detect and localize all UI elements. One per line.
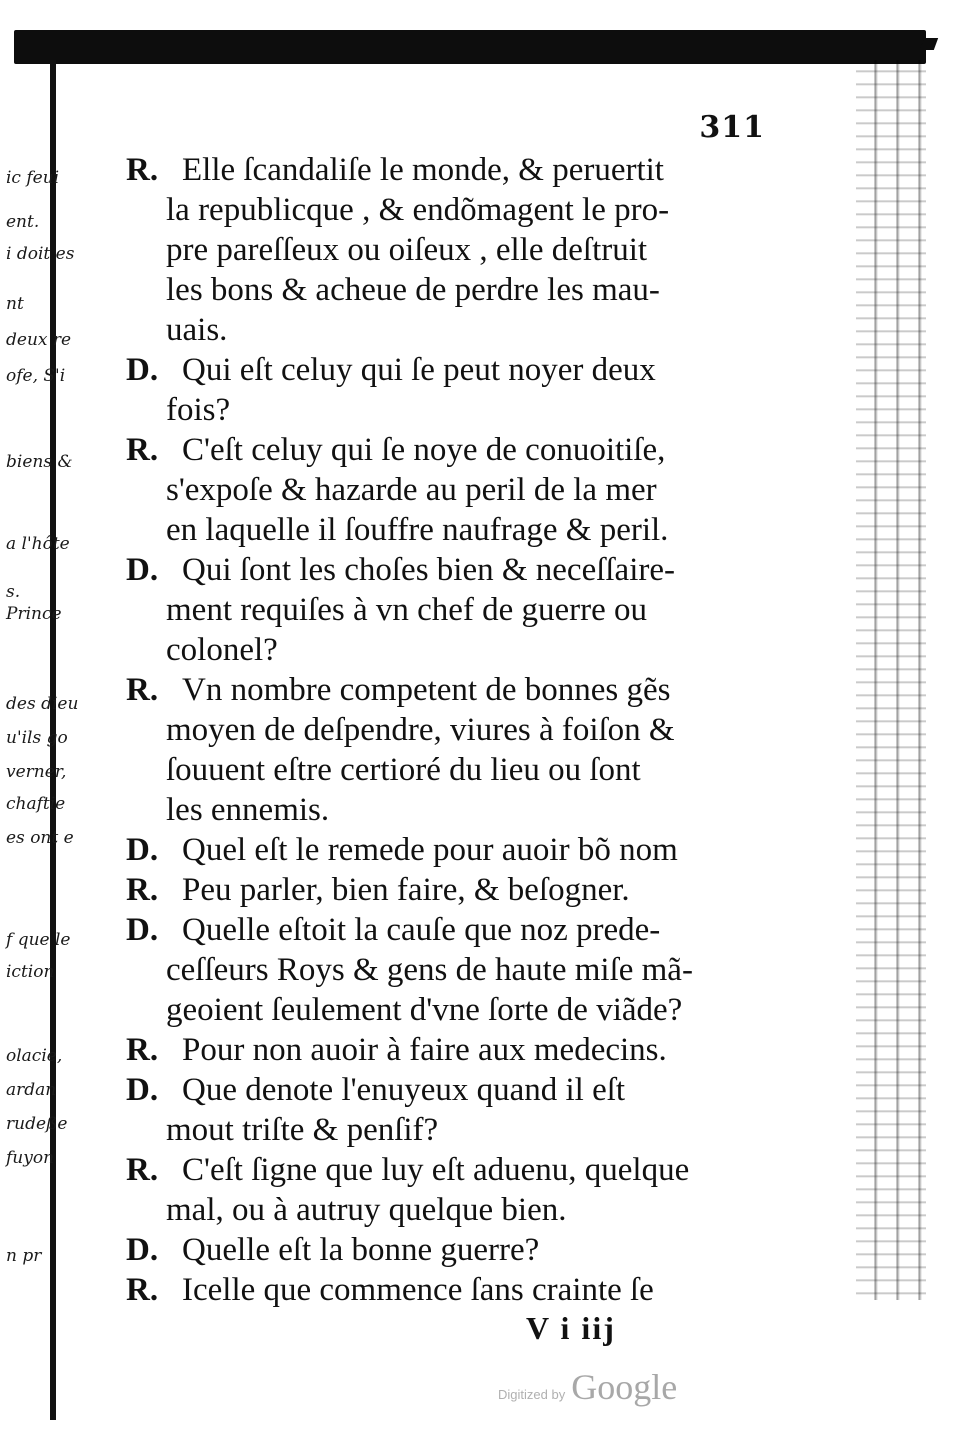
margin-fragment: des dieu: [6, 694, 79, 714]
text-line: [126, 1190, 776, 1230]
text-line: [126, 230, 776, 270]
page-number: 311: [699, 110, 765, 145]
speaker-label: D.: [126, 912, 159, 948]
text-line: [126, 870, 776, 910]
line-text: Qui ſont les choſes bien & neceſſaire-: [182, 552, 676, 588]
line-text: geoient ſeulement d'vne ſorte de viãde?: [166, 992, 683, 1028]
speaker-label: R.: [126, 152, 159, 188]
text-line: [126, 310, 776, 350]
margin-fragment: Prince: [6, 604, 62, 624]
margin-fragment: a l'hôte: [6, 534, 70, 554]
line-text: les ennemis.: [166, 792, 330, 828]
margin-fragment: ic feui: [6, 168, 60, 188]
line-text: mal, ou à autruy quelque bien.: [166, 1192, 567, 1228]
margin-fragment: olacie,: [6, 1046, 63, 1066]
margin-fragment: f que le: [6, 930, 71, 950]
line-text: Qui eſt celuy qui ſe peut noyer deux: [182, 352, 656, 388]
margin-fragment: iction: [6, 962, 55, 982]
dialogue-text: [126, 150, 776, 1310]
dialogue-entry: [126, 430, 776, 550]
line-text: moyen de deſpendre, viures à foiſon &: [166, 712, 675, 748]
text-line: [126, 1270, 776, 1310]
speaker-label: D.: [126, 352, 159, 388]
line-text: Quel eſt le remede pour auoir bõ nom: [182, 832, 678, 868]
text-line: [126, 350, 776, 390]
speaker-label: R.: [126, 1152, 159, 1188]
dialogue-entry: [126, 1150, 776, 1230]
text-line: [126, 270, 776, 310]
margin-fragment: chaftie: [6, 794, 66, 814]
line-text: Quelle eſtoit la cauſe que noz prede-: [182, 912, 661, 948]
line-text: les bons & acheue de perdre les mau-: [166, 272, 660, 308]
text-line: [126, 950, 776, 990]
speaker-label: R.: [126, 672, 159, 708]
text-line: [126, 190, 776, 230]
speaker-label: R.: [126, 1272, 159, 1308]
line-text: ceſſeurs Roys & gens de haute miſe mã-: [166, 952, 693, 988]
margin-fragment: es ont e: [6, 828, 74, 848]
text-line: [126, 590, 776, 630]
text-line: [126, 550, 776, 590]
line-text: C'eſt celuy qui ſe noye de conuoitiſe,: [182, 432, 666, 468]
text-line: [126, 1070, 776, 1110]
margin-fragment: i doit es: [6, 244, 75, 264]
margin-fragment: biens &: [6, 452, 73, 472]
dialogue-entry: [126, 150, 776, 350]
line-text: Quelle eſt la bonne guerre?: [182, 1232, 540, 1268]
speaker-label: R.: [126, 432, 159, 468]
text-line: [126, 390, 776, 430]
book-edge-bar: [14, 30, 926, 64]
speaker-label: R.: [126, 872, 159, 908]
text-line: [126, 510, 776, 550]
text-line: [126, 790, 776, 830]
dialogue-entry: [126, 870, 776, 910]
dialogue-entry: [126, 1070, 776, 1150]
margin-fragment: ofe, S'i: [6, 366, 66, 386]
margin-fragment: ent.: [6, 212, 40, 232]
text-line: [126, 470, 776, 510]
dialogue-entry: [126, 550, 776, 670]
text-line: [126, 1110, 776, 1150]
signature-mark: V i iij: [526, 1310, 616, 1346]
line-text: fois?: [166, 392, 231, 428]
dialogue-entry: [126, 1270, 776, 1310]
line-text: Que denote l'enuyeux quand il eſt: [182, 1072, 626, 1108]
dialogue-entry: [126, 350, 776, 430]
line-text: Elle ſcandaliſe le monde, & peruertit: [182, 152, 664, 188]
text-line: [126, 630, 776, 670]
line-text: Icelle que commence ſans crainte ſe: [182, 1272, 654, 1308]
line-text: mout triſte & penſif?: [166, 1112, 439, 1148]
speaker-label: R.: [126, 1032, 159, 1068]
dialogue-entry: [126, 1030, 776, 1070]
text-line: [126, 150, 776, 190]
margin-fragment: u'ils go: [6, 728, 68, 748]
line-text: Pour non auoir à faire aux medecins.: [182, 1032, 667, 1068]
margin-fragment: deux re: [6, 330, 72, 350]
margin-fragment: fuyon: [6, 1148, 55, 1168]
margin-fragment: rudeße: [6, 1114, 68, 1134]
line-text: uais.: [166, 312, 228, 348]
margin-fragment: nt: [6, 294, 24, 314]
speaker-label: D.: [126, 1232, 159, 1268]
line-text: Vn nombre competent de bonnes gẽs: [182, 672, 671, 708]
watermark-prefix: Digitized by: [498, 1387, 566, 1402]
speaker-label: D.: [126, 1072, 159, 1108]
line-text: ſouuent eſtre certioré du lieu ou ſont: [166, 752, 641, 788]
dialogue-entry: [126, 910, 776, 1030]
text-line: [126, 830, 776, 870]
dialogue-entry: [126, 670, 776, 830]
text-line: [126, 1150, 776, 1190]
text-line: [126, 670, 776, 710]
text-line: [126, 1030, 776, 1070]
margin-fragment: ardan: [6, 1080, 57, 1100]
dialogue-entry: [126, 830, 776, 870]
speaker-label: D.: [126, 832, 159, 868]
margin-fragment: s.: [6, 582, 21, 602]
line-text: la republicque , & endõmagent le pro-: [166, 192, 670, 228]
adjacent-page-margin: [6, 0, 79, 1448]
speaker-label: D.: [126, 552, 159, 588]
line-text: pre pareſſeux ou oiſeux , elle deſtruit: [166, 232, 648, 268]
line-text: C'eſt ſigne que luy eſt aduenu, quelque: [182, 1152, 690, 1188]
line-text: ment requiſes à vn chef de guerre ou: [166, 592, 648, 628]
text-line: [126, 430, 776, 470]
line-text: s'expoſe & hazarde au peril de la mer: [166, 472, 657, 508]
text-line: [126, 910, 776, 950]
page-edge-speckle: [856, 60, 926, 1300]
digitized-watermark: [498, 1366, 677, 1408]
dialogue-entry: [126, 1230, 776, 1270]
line-text: en laquelle il ſouffre naufrage & peril.: [166, 512, 669, 548]
line-text: Peu parler, bien faire, & beſogner.: [182, 872, 630, 908]
margin-fragment: verner,: [6, 762, 67, 782]
margin-fragment: n pr: [6, 1246, 42, 1266]
line-text: colonel?: [166, 632, 278, 668]
text-line: [126, 1230, 776, 1270]
watermark-brand: Google: [571, 1367, 678, 1407]
text-line: [126, 990, 776, 1030]
text-line: [126, 710, 776, 750]
text-line: [126, 750, 776, 790]
